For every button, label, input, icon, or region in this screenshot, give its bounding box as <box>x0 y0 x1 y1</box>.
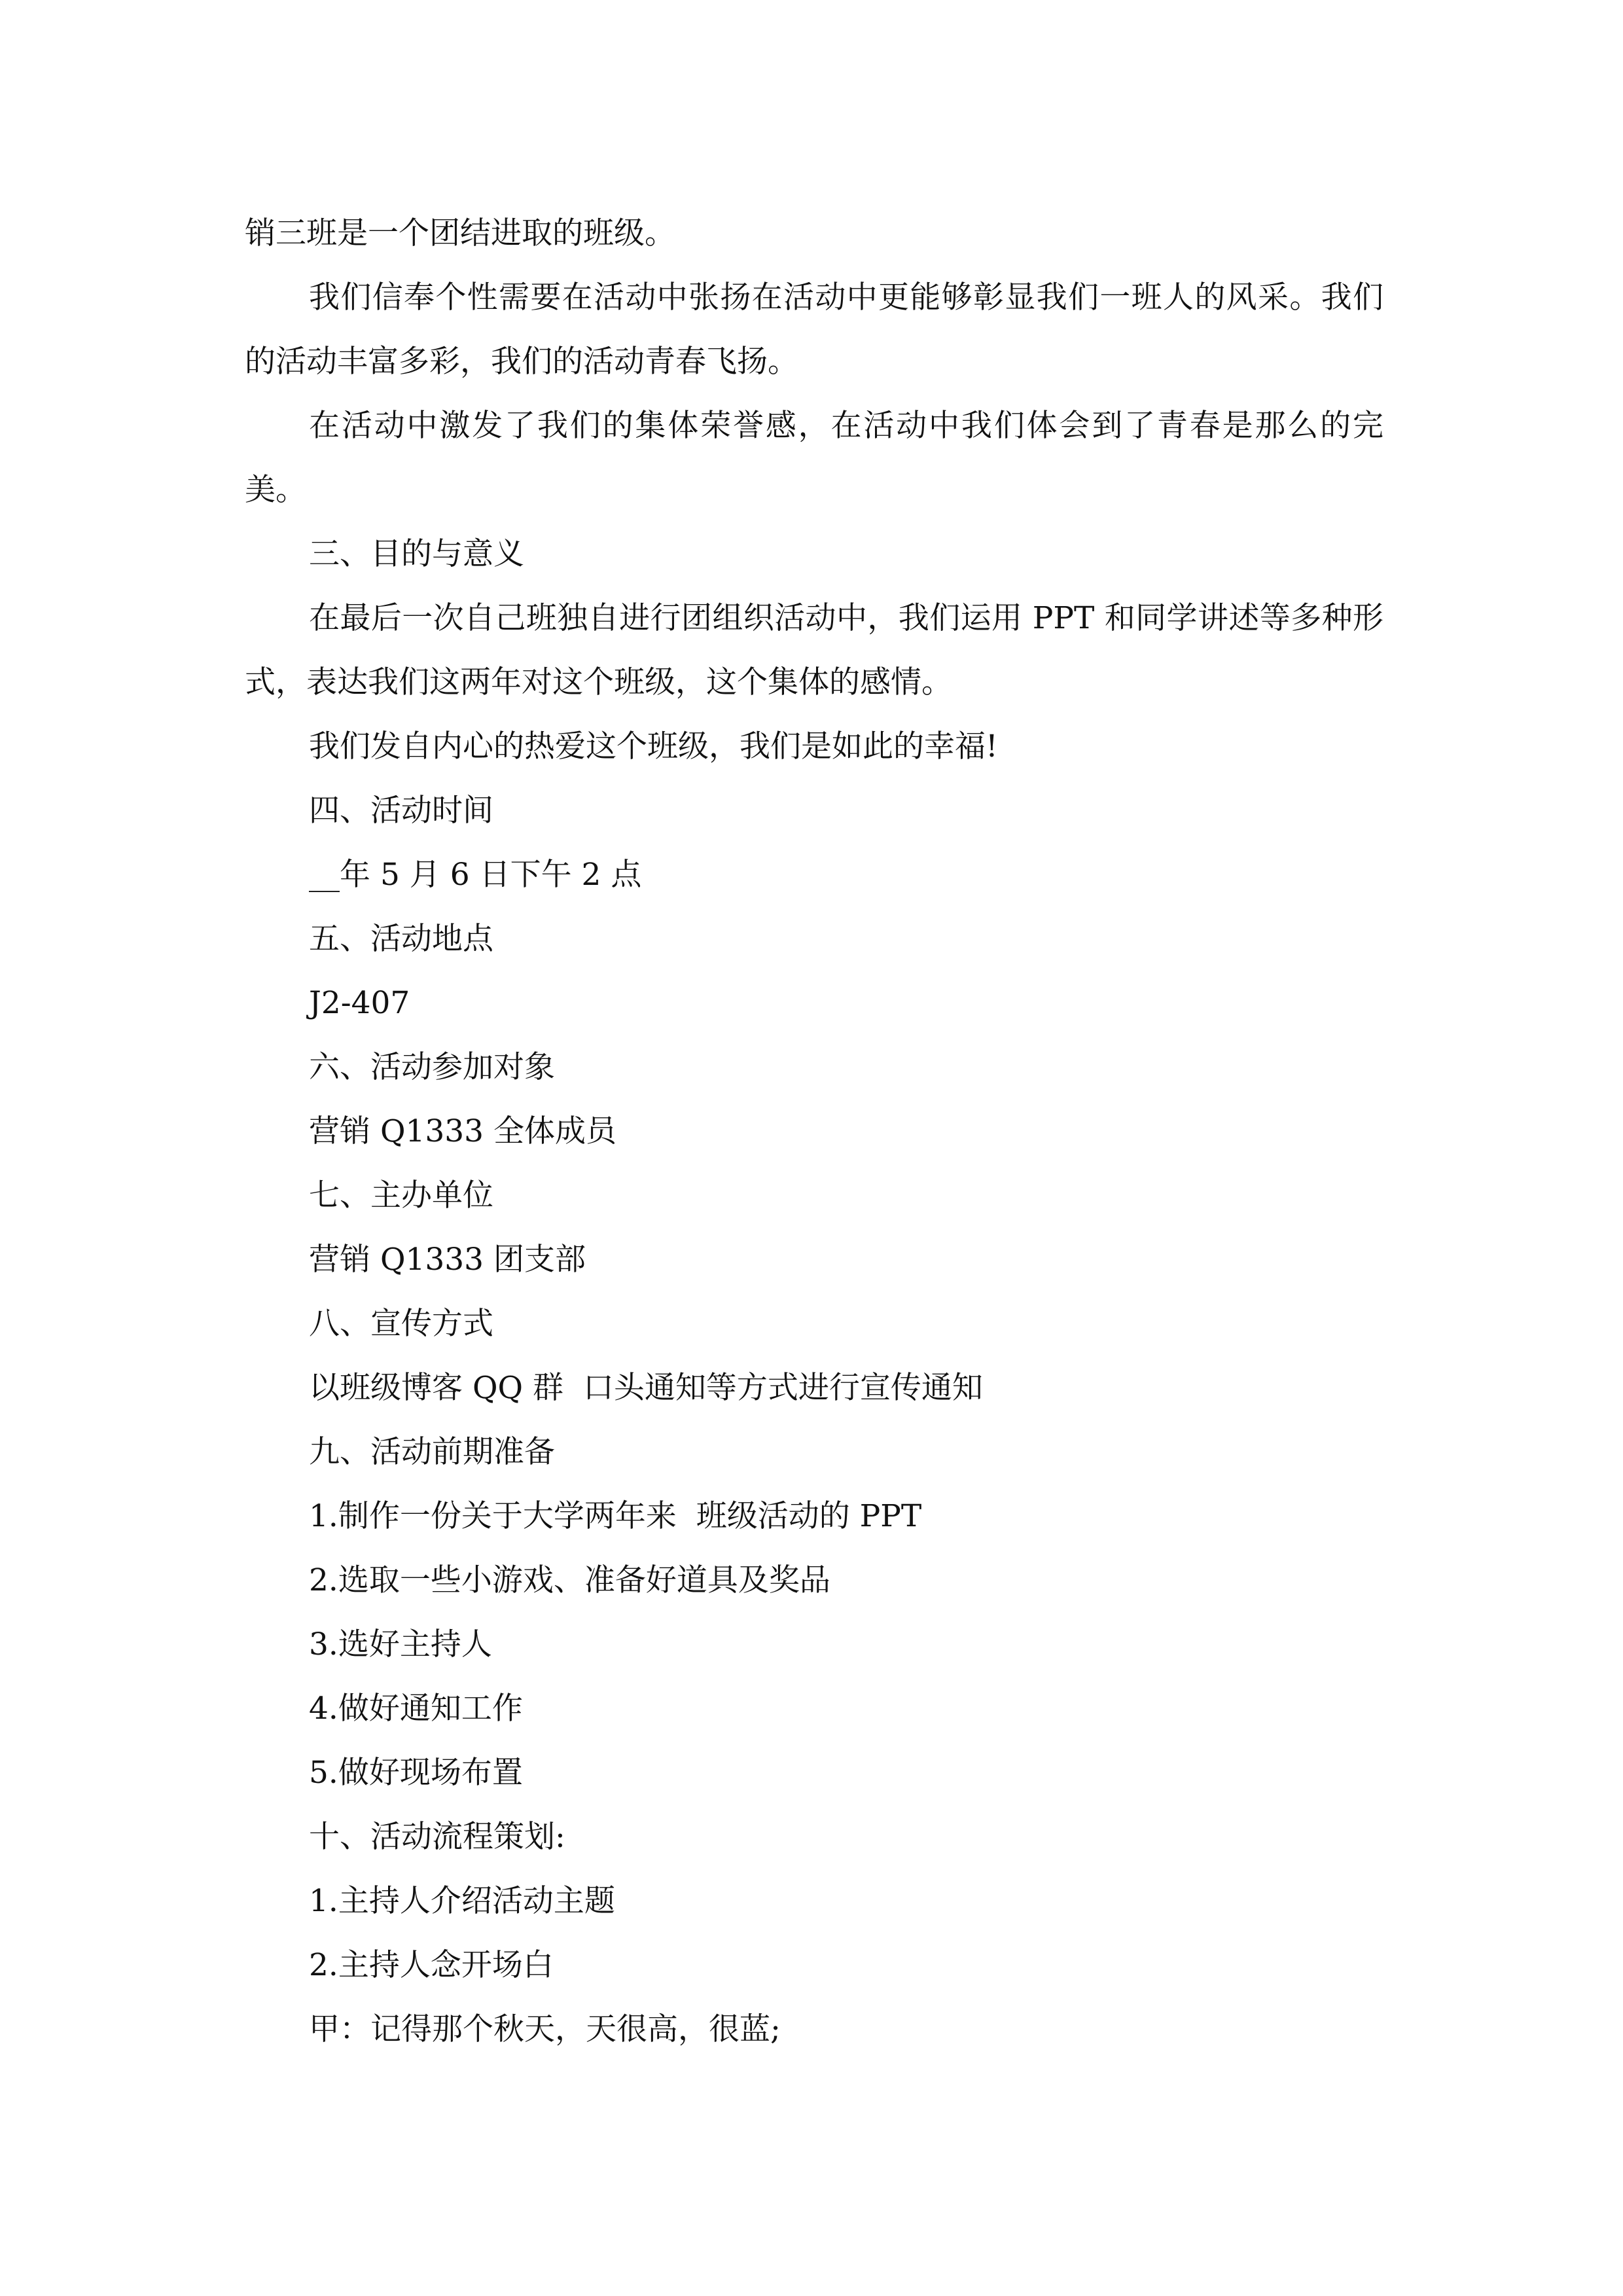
prep-item-4: 4.做好通知工作 <box>309 1691 523 1727</box>
heading-process: 十、活动流程策划: <box>309 1819 565 1855</box>
paragraph-honor: 在活动中激发了我们的集体荣誉感，在活动中我们体会到了青春是那么的完美。 <box>245 408 1383 508</box>
paragraph-purpose: 在最后一次自己班独自进行团组织活动中，我们运用 PPT 和同学讲述等多种形式，表达我们这两年对这个班级，这个集体的感情。 <box>245 600 1383 700</box>
paragraph-belief: 我们信奉个性需要在活动中张扬在活动中更能够彰显我们一班人的风采。我们 的活动丰富多彩，我们的活动青春飞扬。 <box>245 279 1403 380</box>
opening-line-jia: 甲：记得那个秋天，天很高，很蓝; <box>309 2011 781 2047</box>
publicity-method: 以班级博客 QQ 群 口头通知等方式进行宣传通知 <box>309 1370 983 1406</box>
process-item-2: 2.主持人念开场白 <box>309 1947 554 1983</box>
activity-time: __年 5 月 6 日下午 2 点 <box>309 857 642 893</box>
activity-organizer: 营销 Q1333 团支部 <box>309 1242 586 1278</box>
heading-participants: 六、活动参加对象 <box>309 1049 555 1085</box>
prep-item-3: 3.选好主持人 <box>309 1626 492 1662</box>
document-body <box>245 202 1403 2062</box>
heading-publicity: 八、宣传方式 <box>309 1306 493 1342</box>
heading-time: 四、活动时间 <box>309 793 493 829</box>
activity-location: J2-407 <box>309 985 410 1021</box>
prep-item-2: 2.选取一些小游戏、准备好道具及奖品 <box>309 1562 830 1598</box>
heading-preparation: 九、活动前期准备 <box>309 1434 555 1470</box>
activity-participants: 营销 Q1333 全体成员 <box>309 1113 617 1149</box>
prep-item-1: 1.制作一份关于大学两年来 班级活动的 PPT <box>309 1498 922 1534</box>
heading-location: 五、活动地点 <box>309 921 493 957</box>
prep-item-5: 5.做好现场布置 <box>309 1755 523 1791</box>
heading-organizer: 七、主办单位 <box>309 1177 493 1213</box>
process-item-1: 1.主持人介绍活动主题 <box>309 1883 615 1919</box>
paragraph-love-class: 我们发自内心的热爱这个班级，我们是如此的幸福! <box>309 728 998 764</box>
paragraph-class-intro: 销三班是一个团结进取的班级。 <box>245 215 675 251</box>
heading-purpose: 三、目的与意义 <box>309 536 524 572</box>
